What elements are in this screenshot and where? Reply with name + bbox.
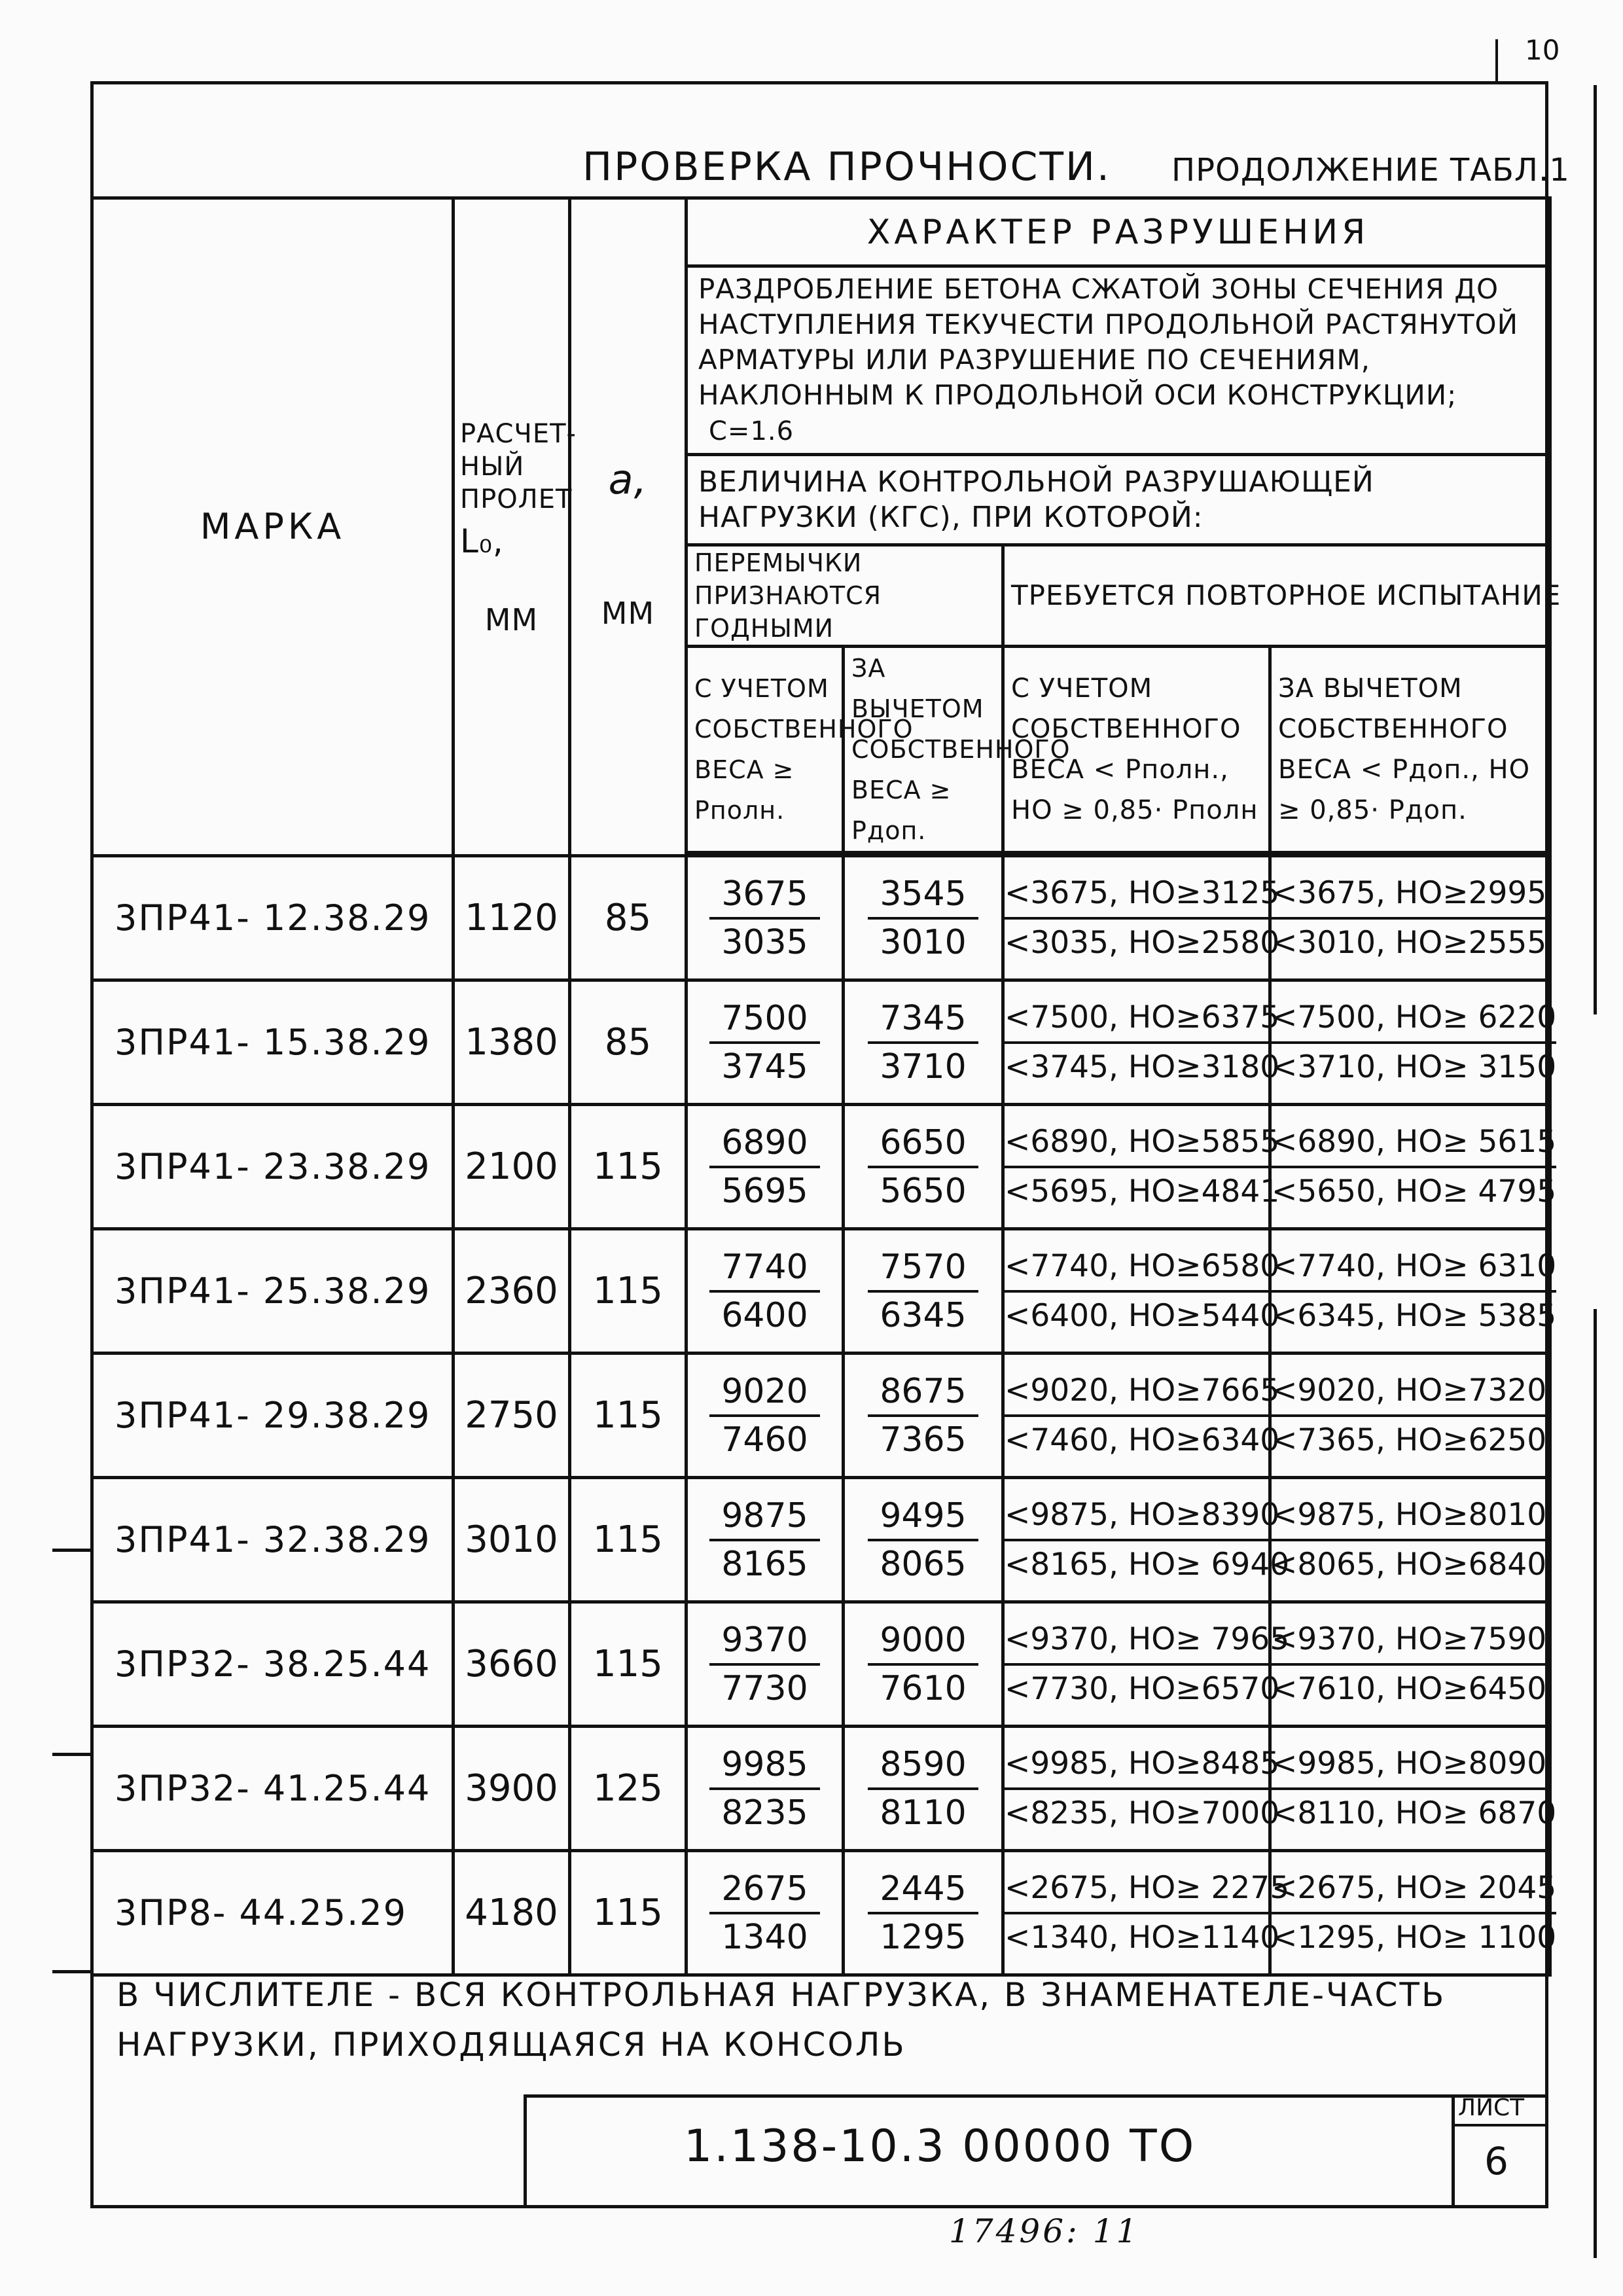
row-span: 3010 xyxy=(454,1478,570,1602)
c3-top: <9370, НО≥ 7965 xyxy=(1005,1616,1289,1666)
left-tick-1 xyxy=(52,1549,92,1552)
c1-bottom: 8165 xyxy=(721,1544,808,1584)
c2-top: 7345 xyxy=(868,996,978,1044)
c2-top: 3545 xyxy=(868,871,978,920)
row-mark: 3ПР41- 12.38.29 xyxy=(92,856,454,980)
row-span: 4180 xyxy=(454,1851,570,1975)
row-a: 85 xyxy=(570,980,687,1105)
c3-top: <7500, НО≥6375 xyxy=(1005,994,1279,1044)
c-value: C=1.6 xyxy=(709,416,794,446)
header-col1: С УЧЕТОМ СОБСТВЕННОГО ВЕСА ≥ Pполн. xyxy=(687,647,844,853)
c1-top: 9875 xyxy=(709,1493,819,1541)
c1-bottom: 7730 xyxy=(721,1668,808,1708)
header-col4: ЗА ВЫЧЕТОМ СОБСТВЕННОГО ВЕСА < Pдоп., НО ≥ 0,85· Pдоп. xyxy=(1270,647,1550,853)
header-span xyxy=(454,198,577,856)
c4-top: <9985, НО≥8090 xyxy=(1272,1740,1546,1790)
c4-bottom: <7365, НО≥6250 xyxy=(1272,1422,1547,1458)
c4-bottom: <1295, НО≥ 1100 xyxy=(1272,1919,1557,1956)
c4-top: <9370, НО≥7590 xyxy=(1272,1616,1546,1666)
c1-bottom: 5695 xyxy=(721,1171,808,1211)
c3-top: <7740, НО≥6580 xyxy=(1005,1243,1279,1293)
sheet-number: 6 xyxy=(1484,2139,1508,2183)
c4-bottom: <5650, НО≥ 4795 xyxy=(1272,1173,1557,1210)
c3-bottom: <1340, НО≥1140 xyxy=(1005,1919,1280,1956)
c3-bottom: <3745, НО≥3180 xyxy=(1005,1049,1280,1085)
c4-top: <9875, НО≥8010 xyxy=(1272,1492,1546,1541)
corner-page-number: 10 xyxy=(1525,34,1560,66)
c3-bottom: <7730, НО≥6570 xyxy=(1005,1670,1280,1707)
c2-top: 9000 xyxy=(868,1617,978,1666)
row-a: 115 xyxy=(570,1354,687,1478)
span-label: РАСЧЕТ-НЫЙ ПРОЛЕТ xyxy=(460,419,577,514)
sheet-label: ЛИСТ xyxy=(1458,2094,1525,2121)
c2-bottom: 5650 xyxy=(880,1171,967,1211)
table-row xyxy=(92,856,1550,980)
span-symbol: L₀, xyxy=(460,522,504,560)
c3-top: <9020, НО≥7665 xyxy=(1005,1367,1279,1417)
c2-bottom: 7610 xyxy=(880,1668,967,1708)
page-title: ПРОВЕРКА ПРОЧНОСТИ. xyxy=(582,144,1111,190)
row-mark: 3ПР8- 44.25.29 xyxy=(92,1851,454,1975)
right-margin-line-lower xyxy=(1594,1309,1597,2258)
right-margin-line xyxy=(1594,85,1597,1014)
c1-top: 7740 xyxy=(709,1244,819,1293)
c1-top: 7500 xyxy=(709,996,819,1044)
c1-top: 9020 xyxy=(709,1369,819,1417)
table-row xyxy=(92,980,1550,1105)
span-unit: ММ xyxy=(484,602,539,637)
document-code: 1.138-10.3 00000 ТО xyxy=(684,2121,1196,2172)
row-a: 115 xyxy=(570,1478,687,1602)
c2-bottom: 7365 xyxy=(880,1420,967,1460)
c1-bottom: 7460 xyxy=(721,1420,808,1460)
row-a: 115 xyxy=(570,1851,687,1975)
corner-tick xyxy=(1495,39,1498,81)
header-retest: ТРЕБУЕТСЯ ПОВТОРНОЕ ИСПЫТАНИЕ xyxy=(1003,545,1550,647)
c1-bottom: 8235 xyxy=(721,1793,808,1833)
c2-bottom: 6345 xyxy=(880,1295,967,1335)
c1-top: 2675 xyxy=(709,1866,819,1914)
a-unit: ММ xyxy=(601,596,655,631)
header-a xyxy=(570,198,687,856)
table-row xyxy=(92,1354,1550,1478)
row-a: 115 xyxy=(570,1229,687,1354)
c2-bottom: 8065 xyxy=(880,1544,967,1584)
row-span: 3900 xyxy=(454,1727,570,1851)
a-label: a, xyxy=(608,456,648,503)
table-row xyxy=(92,1602,1550,1727)
c4-bottom: <7610, НО≥6450 xyxy=(1272,1670,1547,1707)
row-a: 85 xyxy=(570,856,687,980)
c3-top: <9875, НО≥8390 xyxy=(1005,1492,1279,1541)
row-span: 2100 xyxy=(454,1105,570,1229)
header-failure-desc xyxy=(687,266,1550,455)
row-span: 1120 xyxy=(454,856,570,980)
left-tick-2 xyxy=(52,1753,92,1756)
row-mark: 3ПР41- 23.38.29 xyxy=(92,1105,454,1229)
c1-top: 3675 xyxy=(709,871,819,920)
c4-bottom: <3710, НО≥ 3150 xyxy=(1272,1049,1557,1085)
row-span: 1380 xyxy=(454,980,570,1105)
c1-bottom: 3035 xyxy=(721,922,808,962)
row-a: 125 xyxy=(570,1727,687,1851)
c3-bottom: <6400, НО≥5440 xyxy=(1005,1297,1280,1334)
c2-bottom: 3710 xyxy=(880,1047,967,1086)
row-mark: 3ПР32- 38.25.44 xyxy=(92,1602,454,1727)
c1-bottom: 1340 xyxy=(721,1917,808,1957)
handwritten-note: 17496: 11 xyxy=(949,2212,1140,2250)
header-failure-title: ХАРАКТЕР РАЗРУШЕНИЯ xyxy=(687,198,1550,266)
c1-top: 9370 xyxy=(709,1617,819,1666)
table-row xyxy=(92,1727,1550,1851)
footnote: В ЧИСЛИТЕЛЕ - ВСЯ КОНТРОЛЬНАЯ НАГРУЗКА, В ЗНАМЕНАТЕЛЕ-ЧАСТЬ НАГРУЗКИ, ПРИХОДЯЩАЯСЯ НА КОНСОЛЬ xyxy=(116,1976,1446,2064)
c3-top: <3675, НО≥3125 xyxy=(1005,870,1279,920)
row-a: 115 xyxy=(570,1105,687,1229)
row-mark: 3ПР32- 41.25.44 xyxy=(92,1727,454,1851)
c3-bottom: <8235, НО≥7000 xyxy=(1005,1795,1280,1831)
c4-bottom: <8110, НО≥ 6870 xyxy=(1272,1795,1557,1831)
table-row xyxy=(92,1478,1550,1602)
table-row xyxy=(92,1105,1550,1229)
c2-bottom: 8110 xyxy=(880,1793,967,1833)
c4-top: <3675, НО≥2995 xyxy=(1272,870,1546,920)
c3-bottom: <5695, НО≥4841 xyxy=(1005,1173,1280,1210)
c2-top: 7570 xyxy=(868,1244,978,1293)
table-continued-label: ПРОДОЛЖЕНИЕ ТАБЛ.1 xyxy=(1171,152,1570,188)
c1-top: 9985 xyxy=(709,1742,819,1790)
sheet-divider xyxy=(1452,2124,1548,2126)
row-span: 2750 xyxy=(454,1354,570,1478)
header-load-title: ВЕЛИЧИНА КОНТРОЛЬНОЙ РАЗРУШАЮЩЕЙ НАГРУЗКИ (КГС), ПРИ КОТОРОЙ: xyxy=(687,455,1550,545)
c3-bottom: <7460, НО≥6340 xyxy=(1005,1422,1280,1458)
row-a: 115 xyxy=(570,1602,687,1727)
c1-top: 6890 xyxy=(709,1120,819,1168)
c2-bottom: 1295 xyxy=(880,1917,967,1957)
c3-top: <2675, НО≥ 2275 xyxy=(1005,1865,1289,1914)
left-tick-3 xyxy=(52,1970,92,1973)
c3-top: <6890, НО≥5855 xyxy=(1005,1119,1279,1168)
c1-bottom: 6400 xyxy=(721,1295,808,1335)
c4-bottom: <3010, НО≥2555 xyxy=(1272,924,1547,961)
c3-bottom: <3035, НО≥2580 xyxy=(1005,924,1280,961)
c2-top: 2445 xyxy=(868,1866,978,1914)
c4-top: <2675, НО≥ 2045 xyxy=(1272,1865,1556,1914)
row-mark: 3ПР41- 32.38.29 xyxy=(92,1478,454,1602)
row-span: 2360 xyxy=(454,1229,570,1354)
c3-top: <9985, НО≥8485 xyxy=(1005,1740,1279,1790)
c4-bottom: <8065, НО≥6840 xyxy=(1272,1546,1547,1583)
c4-top: <7740, НО≥ 6310 xyxy=(1272,1243,1556,1293)
c3-bottom: <8165, НО≥ 6940 xyxy=(1005,1546,1290,1583)
row-mark: 3ПР41- 25.38.29 xyxy=(92,1229,454,1354)
row-mark: 3ПР41- 29.38.29 xyxy=(92,1354,454,1478)
header-col3: С УЧЕТОМ СОБСТВЕННОГО ВЕСА < Pполн., НО ≥ 0,85· Pполн xyxy=(1003,647,1270,853)
c4-top: <9020, НО≥7320 xyxy=(1272,1367,1546,1417)
c2-top: 9495 xyxy=(868,1493,978,1541)
header-mark: МАРКА xyxy=(92,198,454,856)
c4-top: <7500, НО≥ 6220 xyxy=(1272,994,1556,1044)
c2-bottom: 3010 xyxy=(880,922,967,962)
header-col2: ЗА ВЫЧЕТОМ СОБСТВЕННОГО ВЕСА ≥ Pдоп. xyxy=(844,647,1003,853)
c4-bottom: <6345, НО≥ 5385 xyxy=(1272,1297,1557,1334)
row-mark: 3ПР41- 15.38.29 xyxy=(92,980,454,1105)
c2-top: 6650 xyxy=(868,1120,978,1168)
c1-bottom: 3745 xyxy=(721,1047,808,1086)
c4-top: <6890, НО≥ 5615 xyxy=(1272,1119,1556,1168)
strength-check-table xyxy=(90,196,1561,1977)
c2-top: 8675 xyxy=(868,1369,978,1417)
c2-top: 8590 xyxy=(868,1742,978,1790)
table-row xyxy=(92,1851,1550,1975)
table-row xyxy=(92,1229,1550,1354)
failure-desc-text: РАЗДРОБЛЕНИЕ БЕТОНА СЖАТОЙ ЗОНЫ СЕЧЕНИЯ ДО НАСТУПЛЕНИЯ ТЕКУЧЕСТИ ПРОДОЛЬНОЙ РАСТЯНУТОЙ АРМАТУРЫ ИЛИ РАЗРУШЕНИЕ ПО СЕЧЕНИЯМ, НАКЛОННЫМ К ПРОДОЛЬНОЙ ОСИ КОНСТРУКЦИИ; xyxy=(698,273,1518,411)
row-span: 3660 xyxy=(454,1602,570,1727)
header-accepted: ПЕРЕМЫЧКИ ПРИЗНАЮТСЯ ГОДНЫМИ xyxy=(687,545,1003,647)
